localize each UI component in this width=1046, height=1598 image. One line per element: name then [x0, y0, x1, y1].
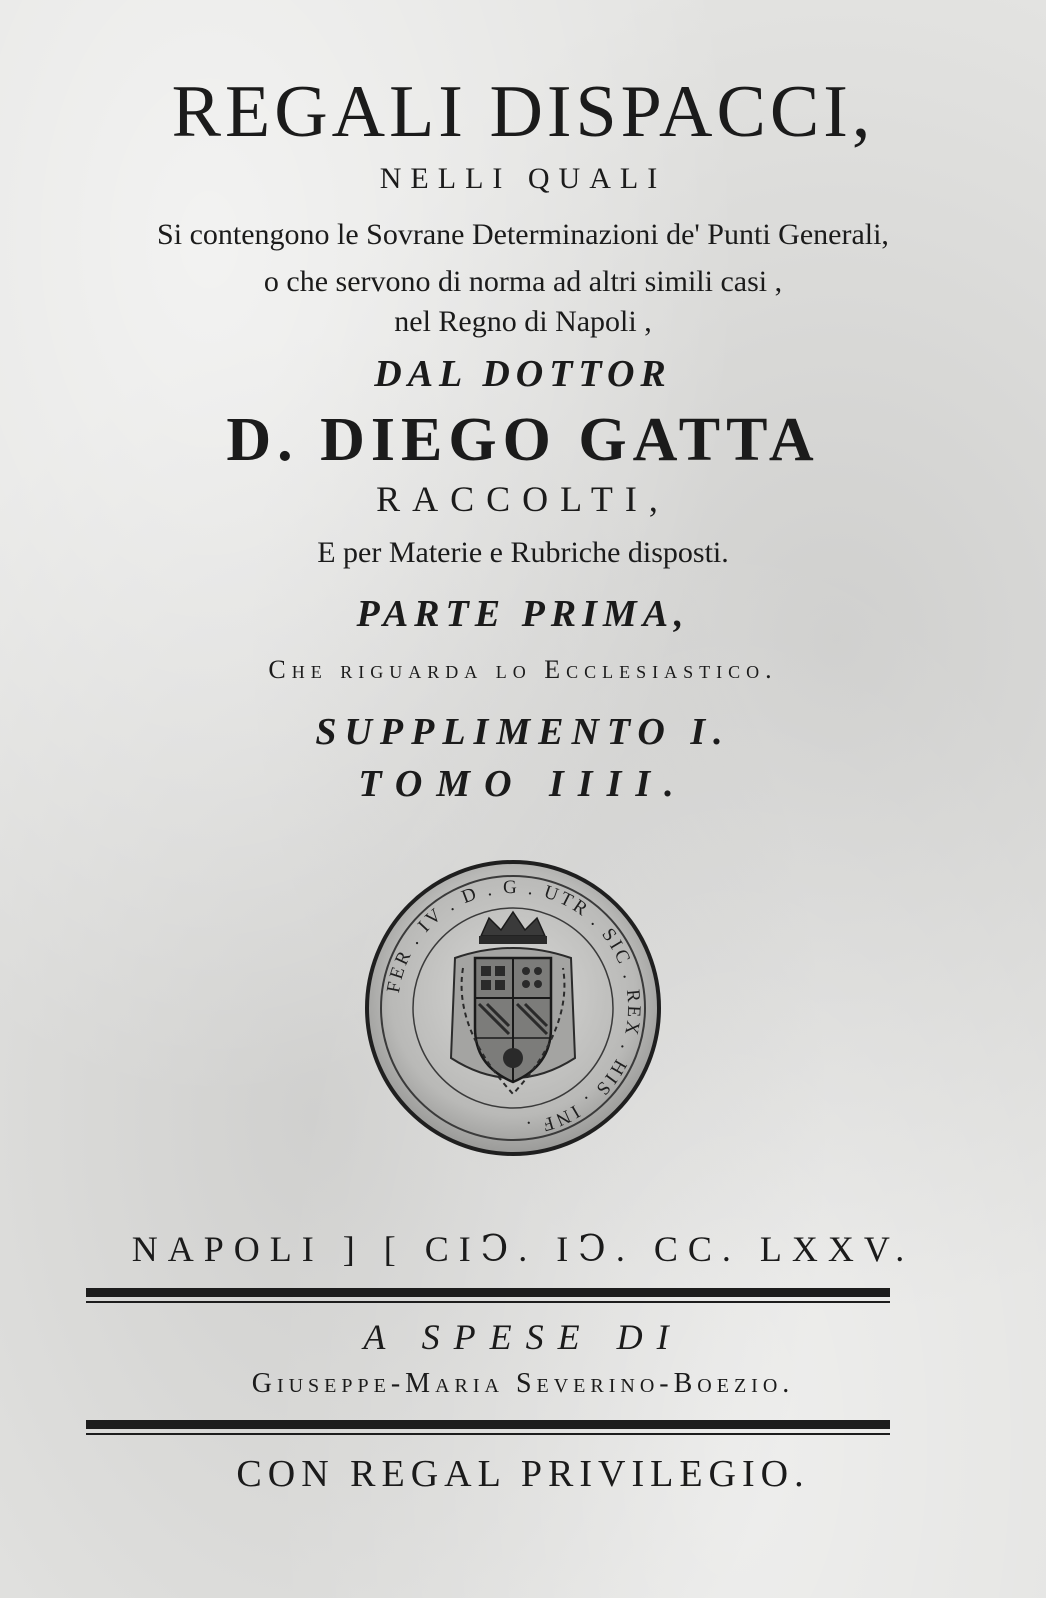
subtitle: NELLI QUALI [379, 162, 667, 195]
svg-text:FER . IV . D . G . UTR . SIC .: FER . IV . D . G . UTR . SIC . REX . HIS . INF . [382, 876, 645, 1139]
description-line-3: nel Regno di Napoli , [394, 305, 652, 338]
publisher-name: Giuseppe-Maria Severino-Boezio. [251, 1368, 795, 1399]
expense-line: A SPESE DI [363, 1317, 683, 1357]
main-title: REGALI DISPACCI, [171, 71, 875, 153]
place-and-date: NAPOLI ] [ CIↃ. IↃ. CC. LXXV. [131, 1229, 915, 1269]
royal-privilege: CON REGAL PRIVILEGIO. [236, 1453, 810, 1495]
description-line-2: o che servono di norma ad altri simili casi , [263, 265, 783, 298]
supplement-line: SUPPLIMENTO I. [315, 711, 731, 753]
royal-coat-of-arms-seal-icon [363, 858, 663, 1158]
collected-line: RACCOLTI, [376, 479, 670, 519]
description-line-1: Si contengono le Sovrane Determinazioni de' Punti Generali, [157, 218, 889, 251]
seal-graphic [363, 858, 663, 1158]
by-line: DAL DOTTOR [374, 353, 672, 395]
double-rule-top [86, 1288, 890, 1303]
part-subject: Che riguarda lo Ecclesiastico. [268, 655, 778, 684]
volume-line: TOMO IIII. [358, 763, 688, 805]
arrangement-line: E per Materie e Rubriche disposti. [317, 536, 729, 569]
double-rule-bottom [86, 1420, 890, 1435]
part-title: PARTE PRIMA, [356, 593, 690, 635]
author-name: D. DIEGO GATTA [226, 406, 820, 474]
